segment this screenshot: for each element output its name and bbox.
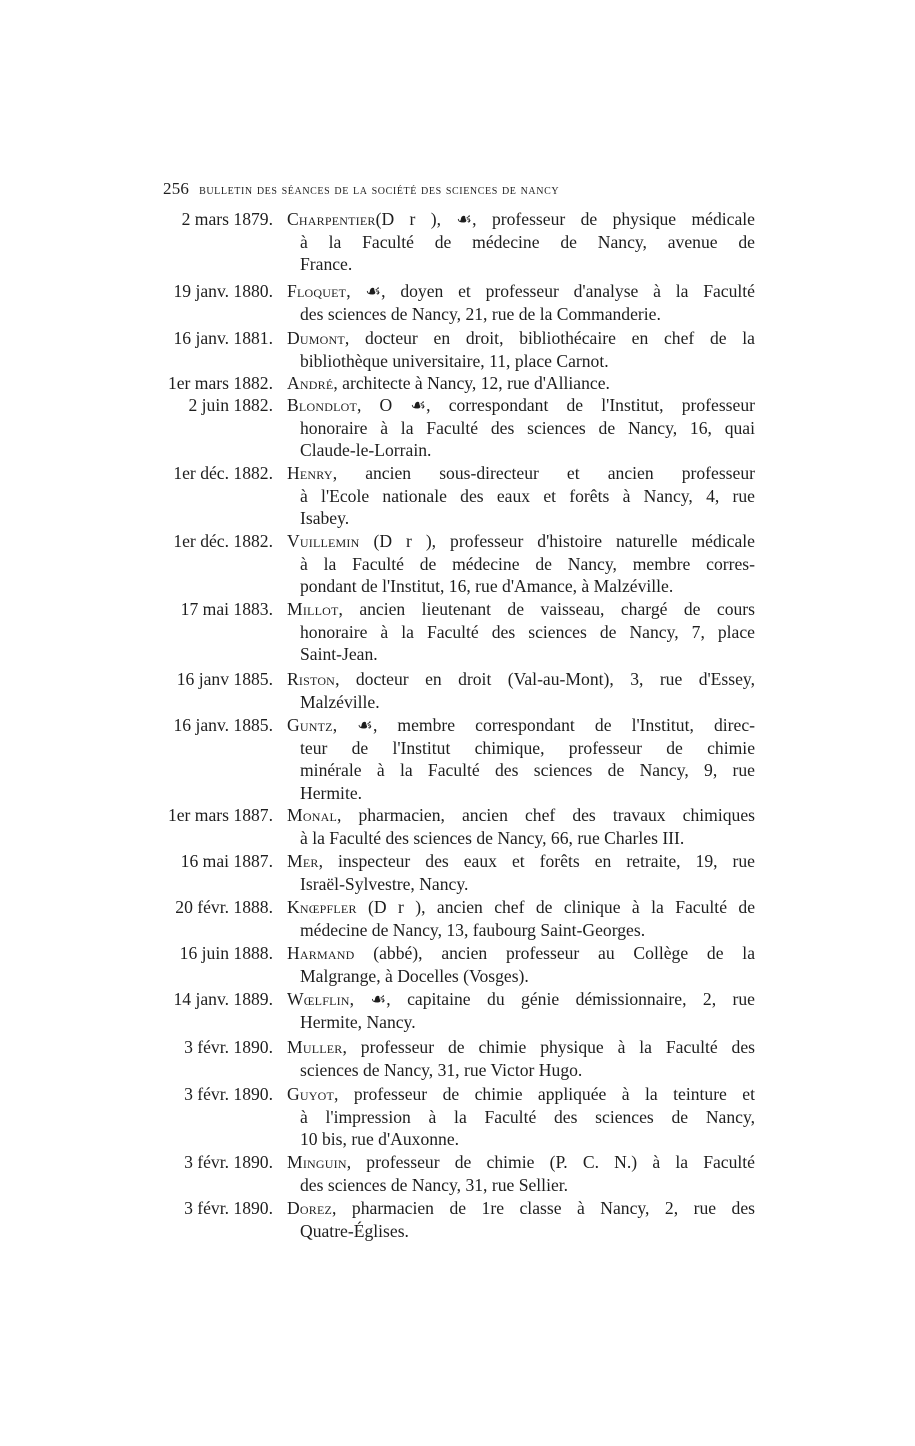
- entry-line: 10 bis, rue d'Auxonne.: [300, 1129, 460, 1150]
- member-description: [287, 372, 755, 395]
- entry-line: Quatre-Églises.: [300, 1220, 409, 1241]
- entry-line: [287, 372, 755, 395]
- member-name: André: [287, 373, 334, 393]
- admission-date: 1er déc. 1882.: [173, 463, 273, 483]
- member-description: [287, 530, 755, 598]
- entry-line: Claude-le-Lorrain.: [300, 440, 432, 461]
- member-name: Knœpfler: [287, 897, 357, 917]
- entry-text: (D r ), professeur d'histoire naturelle médicale: [359, 531, 755, 551]
- admission-date: 3 févr. 1890.: [184, 1037, 273, 1057]
- admission-date: 16 mai 1887.: [180, 851, 273, 871]
- entry-line: Hermite, Nancy.: [300, 1011, 416, 1032]
- entry-text: , professeur de chimie physique à la Faculté des: [342, 1037, 755, 1057]
- entry-line: [287, 850, 755, 873]
- entry-text: , ancien lieutenant de vaisseau, chargé de cours: [338, 599, 755, 619]
- entry-line: [287, 896, 755, 919]
- entry-line: à la Faculté des sciences de Nancy, 66, rue Charles III.: [300, 827, 685, 848]
- member-description: [287, 1151, 755, 1196]
- admission-date: 20 févr. 1888.: [175, 897, 273, 917]
- entry-text: , O ☙, correspondant de l'Institut, professeur: [357, 395, 755, 415]
- admission-date: 3 févr. 1890.: [184, 1198, 273, 1218]
- member-name: Dumont: [287, 328, 345, 348]
- entry-line: [287, 1197, 755, 1220]
- running-header: [163, 179, 763, 199]
- entry-line: à la Faculté de médecine de Nancy, avenue de: [300, 231, 755, 252]
- admission-date: 3 févr. 1890.: [184, 1084, 273, 1104]
- entry-text: , ☙, capitaine du génie démissionnaire, 2, rue: [349, 989, 755, 1009]
- admission-date: 2 juin 1882.: [188, 395, 273, 415]
- entry-line: médecine de Nancy, 13, faubourg Saint-Georges.: [300, 919, 646, 940]
- entry-line: [287, 942, 755, 965]
- entry-line: Israël-Sylvestre, Nancy.: [300, 873, 469, 894]
- entry-text: , architecte à Nancy, 12, rue d'Alliance.: [333, 373, 610, 393]
- admission-date: 2 mars 1879.: [181, 209, 273, 229]
- entry-text: , inspecteur des eaux et forêts en retraite, 19, rue: [318, 851, 755, 871]
- member-name: Guntz: [287, 715, 333, 735]
- member-description: [287, 598, 755, 666]
- entry-line: [287, 1151, 755, 1174]
- member-name: Mer: [287, 851, 319, 871]
- entry-text: (abbé), ancien professeur au Collège de la: [354, 943, 755, 963]
- entry-line: pondant de l'Institut, 16, rue d'Amance, à Malzéville.: [300, 576, 674, 597]
- admission-date: 17 mai 1883.: [180, 599, 273, 619]
- entry-line: à la Faculté de médecine de Nancy, membre corres-: [300, 553, 755, 574]
- entry-text: , ☙, doyen et professeur d'analyse à la Faculté: [346, 281, 755, 301]
- entry-line: [287, 530, 755, 553]
- member-name: Harmand: [287, 943, 355, 963]
- member-description: [287, 1036, 755, 1081]
- entry-line: honoraire à la Faculté des sciences de Nancy, 16, quai: [300, 417, 755, 438]
- entry-line: [287, 1036, 755, 1059]
- running-title: bulletin des séances de la société des sciences de nancy: [199, 183, 560, 198]
- member-description: [287, 804, 755, 849]
- entry-line: honoraire à la Faculté des sciences de Nancy, 7, place: [300, 621, 755, 642]
- entry-text: , pharmacien, ancien chef des travaux chimiques: [336, 805, 755, 825]
- entry-line: Malzéville.: [300, 691, 380, 712]
- entry-line: [287, 462, 755, 485]
- admission-date: 16 janv. 1881.: [173, 328, 273, 348]
- entry-line: [287, 327, 755, 350]
- admission-date: 14 janv. 1889.: [173, 989, 273, 1009]
- entry-line: Malgrange, à Docelles (Vosges).: [300, 965, 529, 986]
- page-number: 256: [163, 179, 190, 198]
- entry-line: [287, 598, 755, 621]
- admission-date: 16 janv 1885.: [176, 669, 273, 689]
- member-name: Henry: [287, 463, 333, 483]
- member-name: Muller: [287, 1037, 343, 1057]
- member-description: [287, 1197, 755, 1242]
- member-description: [287, 896, 755, 941]
- member-name: Dorez: [287, 1198, 333, 1218]
- member-description: [287, 208, 755, 276]
- entry-text: , ancien sous-directeur et ancien professeur: [332, 463, 755, 483]
- member-name: Minguin: [287, 1152, 347, 1172]
- entry-line: sciences de Nancy, 31, rue Victor Hugo.: [300, 1059, 583, 1080]
- admission-date: 3 févr. 1890.: [184, 1152, 273, 1172]
- entry-line: bibliothèque universitaire, 11, place Carnot.: [300, 350, 609, 371]
- member-description: [287, 850, 755, 895]
- admission-date: 1er mars 1887.: [167, 805, 273, 825]
- member-name: Millot: [287, 599, 339, 619]
- entry-line: à l'impression à la Faculté des sciences de Nancy,: [300, 1106, 755, 1127]
- member-description: [287, 1083, 755, 1151]
- entry-line: [287, 988, 755, 1011]
- member-description: [287, 462, 755, 530]
- entry-text: (D r ), ancien chef de clinique à la Faculté de: [356, 897, 755, 917]
- member-name: Guyot: [287, 1084, 335, 1104]
- admission-date: 16 juin 1888.: [179, 943, 273, 963]
- entry-line: [287, 714, 755, 737]
- member-description: [287, 942, 755, 987]
- entry-line: teur de l'Institut chimique, professeur de chimie: [300, 737, 755, 758]
- entry-line: France.: [300, 254, 353, 275]
- entry-line: [287, 394, 755, 417]
- admission-date: 1er déc. 1882.: [173, 531, 273, 551]
- entry-text: , professeur de chimie (P. C. N.) à la Faculté: [346, 1152, 755, 1172]
- admission-date: 1er mars 1882.: [167, 373, 273, 393]
- entry-line: [287, 208, 755, 231]
- member-name: Charpentier: [287, 209, 376, 229]
- entry-text: , pharmacien de 1re classe à Nancy, 2, rue des: [332, 1198, 755, 1218]
- entry-line: des sciences de Nancy, 31, rue Sellier.: [300, 1174, 569, 1195]
- entry-line: [287, 804, 755, 827]
- admission-date: 16 janv. 1885.: [173, 715, 273, 735]
- entry-line: à l'Ecole nationale des eaux et forêts à Nancy, 4, rue: [300, 485, 755, 506]
- entry-line: Hermite.: [300, 782, 363, 803]
- member-description: [287, 327, 755, 372]
- entry-text: , ☙, membre correspondant de l'Institut, direc-: [332, 715, 755, 735]
- member-description: [287, 714, 755, 804]
- member-name: Vuillemin: [287, 531, 360, 551]
- entry-line: Isabey.: [300, 508, 350, 529]
- admission-date: 19 janv. 1880.: [173, 281, 273, 301]
- entry-text: (D r ), ☙, professeur de physique médicale: [375, 209, 755, 229]
- entry-line: Saint-Jean.: [300, 644, 378, 665]
- entry-text: , professeur de chimie appliquée à la teinture et: [334, 1084, 755, 1104]
- entry-text: , docteur en droit, bibliothécaire en chef de la: [344, 328, 755, 348]
- member-description: [287, 988, 755, 1033]
- member-name: Monal: [287, 805, 337, 825]
- entry-text: , docteur en droit (Val-au-Mont), 3, rue d'Essey,: [335, 669, 755, 689]
- member-description: [287, 668, 755, 713]
- member-name: Blondlot: [287, 395, 357, 415]
- entry-line: des sciences de Nancy, 21, rue de la Commanderie.: [300, 303, 661, 324]
- member-description: [287, 394, 755, 462]
- entry-line: minérale à la Faculté des sciences de Nancy, 9, rue: [300, 760, 755, 781]
- member-name: Wœlflin: [287, 989, 350, 1009]
- member-name: Riston: [287, 669, 336, 689]
- member-description: [287, 280, 755, 325]
- entry-line: [287, 280, 755, 303]
- entry-line: [287, 668, 755, 691]
- entry-line: [287, 1083, 755, 1106]
- member-name: Floquet: [287, 281, 347, 301]
